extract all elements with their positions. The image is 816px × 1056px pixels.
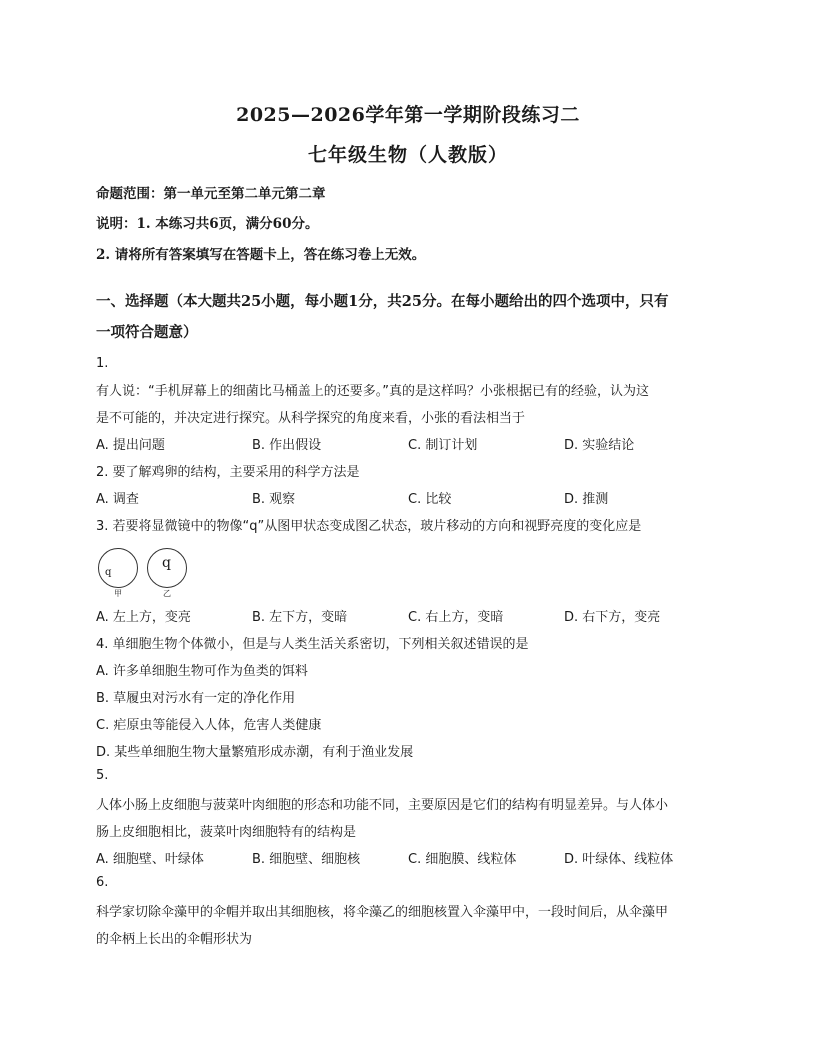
question-1-option-b[interactable]: B. 作出假设 (252, 438, 322, 453)
question-4-option-c[interactable]: C. 疟原虫等能侵入人体，危害人类健康 (96, 718, 322, 733)
exam-scope: 命题范围：第一单元至第二单元第二章 (96, 186, 326, 202)
question-3-stem: 3. 若要将显微镜中的物像“q”从图甲状态变成图乙状态，玻片移动的方向和视野亮度的变化应是 (96, 519, 642, 534)
caption-yi: 乙 (163, 589, 171, 598)
question-3-option-d[interactable]: D. 右下方，变亮 (564, 610, 661, 625)
question-4-stem: 4. 单细胞生物个体微小，但是与人类生活关系密切，下列相关叙述错误的是 (96, 637, 529, 652)
question-6-stem-line1: 科学家切除伞藻甲的伞帽并取出其细胞核，将伞藻乙的细胞核置入伞藻甲中，一段时间后，从伞藻甲 (96, 905, 669, 920)
question-2-option-c[interactable]: C. 比较 (408, 492, 452, 507)
question-3-option-c[interactable]: C. 右上方，变暗 (408, 610, 504, 625)
exam-note-1: 说明：1. 本练习共6页，满分60分。 (96, 216, 319, 232)
section-heading-line1: 一、选择题（本大题共25小题，每小题1分，共25分。在每小题给出的四个选项中，只有 (96, 293, 669, 310)
question-5-number: 5. (96, 768, 109, 783)
question-2-stem: 2. 要了解鸡卵的结构，主要采用的科学方法是 (96, 465, 360, 480)
question-1-option-d[interactable]: D. 实验结论 (564, 438, 635, 453)
question-1-number: 1. (96, 356, 109, 371)
question-5-option-a[interactable]: A. 细胞壁、叶绿体 (96, 852, 204, 867)
question-5-stem-line1: 人体小肠上皮细胞与菠菜叶肉细胞的形态和功能不同，主要原因是它们的结构有明显差异。与人体小 (96, 798, 669, 813)
question-6-stem-line2: 的伞柄上长出的伞帽形状为 (96, 932, 253, 947)
question-4-option-d[interactable]: D. 某些单细胞生物大量繁殖形成赤潮，有利于渔业发展 (96, 745, 414, 760)
question-3-option-b[interactable]: B. 左下方，变暗 (252, 610, 348, 625)
symbol-q-jia: q (105, 567, 112, 578)
question-1-option-c[interactable]: C. 制订计划 (408, 438, 478, 453)
field-of-view-yi (147, 548, 187, 588)
question-6-number: 6. (96, 875, 109, 890)
microscope-figure (96, 548, 196, 600)
question-5-option-b[interactable]: B. 细胞壁、细胞核 (252, 852, 361, 867)
question-4-option-a[interactable]: A. 许多单细胞生物可作为鱼类的饵料 (96, 664, 308, 679)
section-heading-line2: 一项符合题意） (96, 324, 198, 341)
field-of-view-jia (98, 548, 138, 588)
question-2-option-b[interactable]: B. 观察 (252, 492, 296, 507)
exam-subtitle: 七年级生物（人教版） (307, 144, 508, 166)
question-3-option-a[interactable]: A. 左上方，变亮 (96, 610, 191, 625)
question-5-stem-line2: 肠上皮细胞相比，菠菜叶肉细胞特有的结构是 (96, 825, 357, 840)
question-4-option-b[interactable]: B. 草履虫对污水有一定的净化作用 (96, 691, 296, 706)
question-1-stem-line1: 有人说：“手机屏幕上的细菌比马桶盖上的还要多。”真的是这样吗？小张根据已有的经验，认为这 (96, 384, 649, 399)
question-2-option-a[interactable]: A. 调查 (96, 492, 139, 507)
caption-jia: 甲 (114, 589, 122, 598)
question-2-option-d[interactable]: D. 推测 (564, 492, 609, 507)
exam-title: 2025—2026学年第一学期阶段练习二 (236, 104, 580, 126)
question-5-option-d[interactable]: D. 叶绿体、线粒体 (564, 852, 674, 867)
question-1-stem-line2: 是不可能的，并决定进行探究。从科学探究的角度来看，小张的看法相当于 (96, 411, 526, 426)
question-1-option-a[interactable]: A. 提出问题 (96, 438, 165, 453)
symbol-q-yi: q (162, 555, 171, 571)
question-5-option-c[interactable]: C. 细胞膜、线粒体 (408, 852, 517, 867)
exam-note-2: 2. 请将所有答案填写在答题卡上，答在练习卷上无效。 (96, 247, 426, 263)
